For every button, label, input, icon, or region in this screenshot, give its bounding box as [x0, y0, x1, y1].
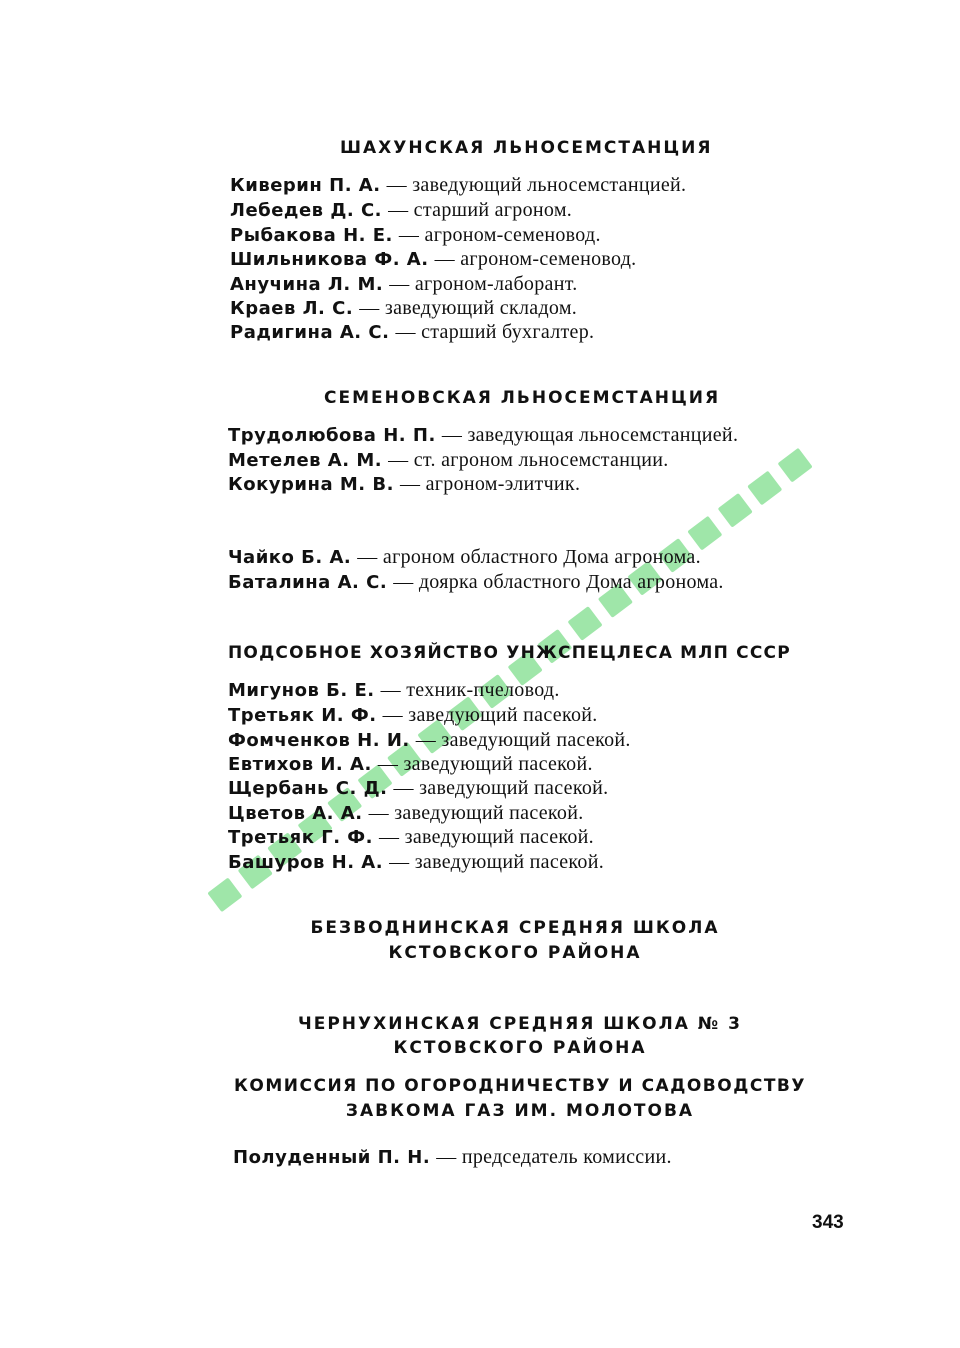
list-item	[230, 223, 601, 248]
list-item	[230, 173, 686, 198]
list-item	[228, 801, 584, 826]
page-number: 343	[812, 1212, 844, 1233]
section-heading-chernukha-line1: ЧЕРНУХИНСКАЯ СРЕДНЯЯ ШКОЛА № 3	[297, 1014, 742, 1034]
person-role: — техник-пчеловод.	[380, 679, 560, 701]
person-name: Лебедев Д. С.	[230, 200, 383, 221]
person-role: — агроном-семеновод.	[398, 224, 601, 246]
section-heading-podsobnoe: ПОДСОБНОЕ ХОЗЯЙСТВО УНЖСПЕЦЛЕСА МЛП СССР	[228, 643, 791, 663]
list-item	[228, 728, 631, 753]
list-item	[228, 472, 580, 497]
person-name: Шильникова Ф. А.	[230, 249, 429, 270]
person-role: — агроном областного Дома агронома.	[357, 546, 701, 568]
person-name: Рыбакова Н. Е.	[230, 225, 393, 246]
section-heading-komissiya-line1: КОМИССИЯ ПО ОГОРОДНИЧЕСТВУ И САДОВОДСТВУ	[234, 1076, 806, 1096]
section-heading-chernukha-line2: КСТОВСКОГО РАЙОНА	[393, 1038, 647, 1058]
list-item	[228, 752, 593, 777]
list-item	[230, 198, 572, 223]
person-name: Баталина А. С.	[228, 572, 388, 593]
person-role: — председатель комиссии.	[436, 1146, 672, 1168]
list-item	[228, 703, 598, 728]
list-item	[228, 678, 560, 703]
person-name: Трудолюбова Н. П.	[228, 425, 436, 446]
watermark-block	[567, 606, 602, 641]
list-item	[228, 825, 594, 850]
watermark-block	[207, 877, 242, 912]
person-name: Евтихов И. А.	[228, 754, 372, 775]
list-item	[228, 448, 669, 473]
person-role: — заведующий складом.	[359, 297, 578, 319]
person-name: Краев Л. С.	[230, 298, 354, 319]
section-heading-bezvodnoe-line2: КСТОВСКОГО РАЙОНА	[388, 943, 642, 963]
section-heading-shakhun: ШАХУНСКАЯ ЛЬНОСЕМСТАНЦИЯ	[340, 138, 713, 158]
list-item	[228, 570, 724, 595]
person-name: Киверин П. А.	[230, 175, 381, 196]
watermark-block	[777, 448, 812, 483]
list-item	[233, 1145, 672, 1170]
list-item	[228, 776, 608, 801]
person-name: Мигунов Б. Е.	[228, 680, 375, 701]
list-item	[230, 296, 577, 321]
person-role: — заведующий пасекой.	[389, 851, 605, 873]
person-name: Анучина Л. М.	[230, 274, 384, 295]
list-item	[228, 545, 701, 570]
person-name: Метелев А. М.	[228, 450, 383, 471]
person-role: — агроном-элитчик.	[400, 473, 581, 495]
person-role: — агроном-семеновод.	[434, 248, 637, 270]
list-item	[230, 320, 594, 345]
watermark-block	[747, 470, 782, 505]
list-item	[230, 272, 578, 297]
person-name: Башуров Н. А.	[228, 852, 384, 873]
person-role: — заведующий пасекой.	[382, 704, 598, 726]
person-role: — ст. агроном льносемстанции.	[388, 449, 669, 471]
person-role: — заведующий пасекой.	[393, 777, 609, 799]
person-role: — старший агроном.	[388, 199, 573, 221]
person-name: Третьяк И. Ф.	[228, 705, 377, 726]
person-name: Щербань С. Д.	[228, 778, 388, 799]
watermark-block	[717, 493, 752, 528]
person-role: — заведующий пасекой.	[415, 729, 631, 751]
person-name: Фомченков Н. И.	[228, 730, 410, 751]
person-name: Кокурина М. В.	[228, 474, 394, 495]
person-role: — доярка областного Дома агронома.	[393, 571, 724, 593]
section-heading-semenov: СЕМЕНОВСКАЯ ЛЬНОСЕМСТАНЦИЯ	[324, 388, 721, 408]
person-role: — старший бухгалтер.	[395, 321, 595, 343]
person-role: — агроном-лаборант.	[389, 273, 578, 295]
person-role: — заведующий льносемстанцией.	[386, 174, 687, 196]
person-name: Радигина А. С.	[230, 322, 390, 343]
section-heading-bezvodnoe-line1: БЕЗВОДНИНСКАЯ СРЕДНЯЯ ШКОЛА	[310, 918, 720, 938]
person-name: Полуденный П. Н.	[233, 1147, 431, 1168]
person-role: — заведующий пасекой.	[379, 826, 594, 848]
person-role: — заведующий пасекой.	[368, 802, 584, 824]
section-heading-komissiya-line2: ЗАВКОМА ГАЗ ИМ. МОЛОТОВА	[345, 1101, 695, 1121]
person-name: Третьяк Г. Ф.	[228, 827, 373, 848]
person-role: — заведующий пасекой.	[377, 753, 593, 775]
person-role: — заведующая льносемстанцией.	[441, 424, 739, 446]
list-item	[228, 850, 604, 875]
person-name: Чайко Б. А.	[228, 547, 352, 568]
list-item	[228, 423, 738, 448]
list-item	[230, 247, 636, 272]
person-name: Цветов А. А.	[228, 803, 363, 824]
